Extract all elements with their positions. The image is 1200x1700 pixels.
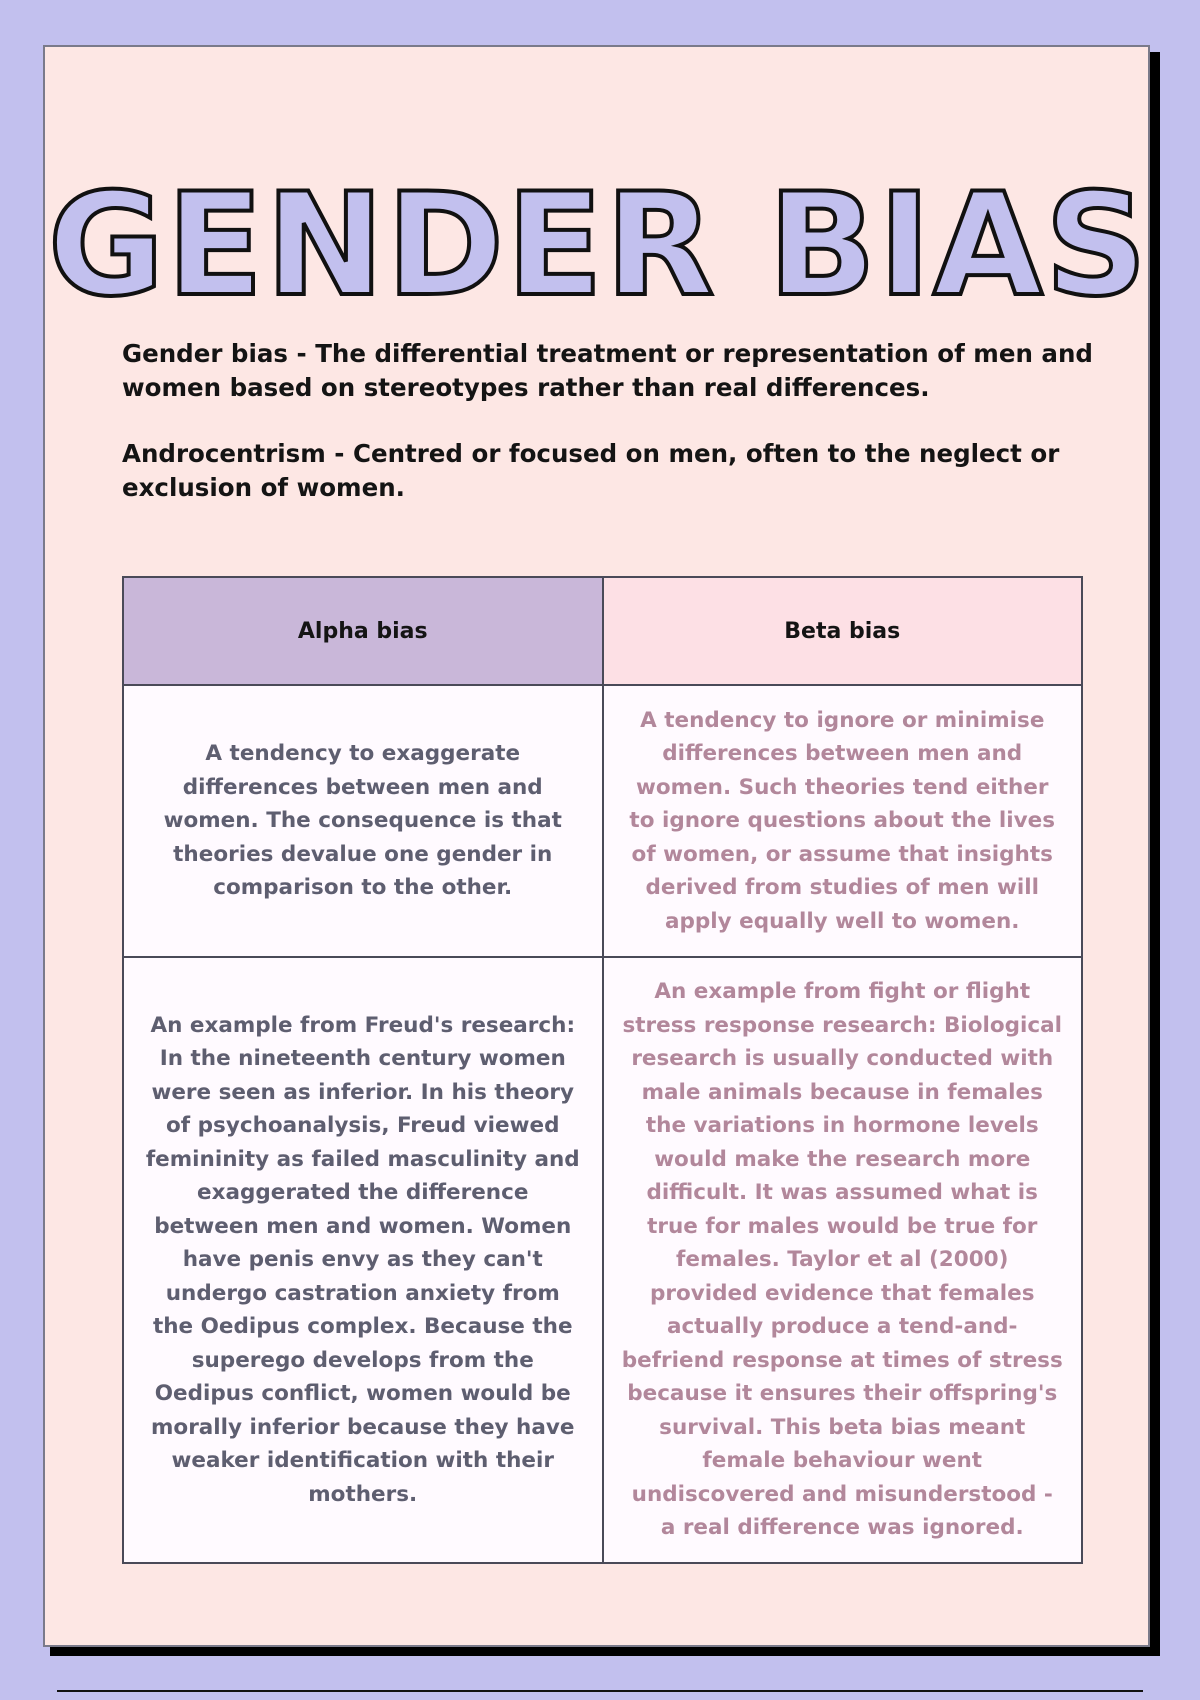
beta-bias-header: Beta bias [603, 577, 1083, 685]
definitions [122, 337, 1112, 537]
definition-androcentrism: Androcentrism - Centred or focused on men, often to the neglect or exclusion of women. [122, 439, 1060, 502]
beta-bias-example: An example from fight or flight stress response research: Biological research is usually conducted with male animals because in females the variations in hormone levels would make the research more difficult. It was assumed what is true for males would be true for females. Taylor et al (2000) provided evidence that females actually produce a tend-and-befriend response at times of stress because it ensures their offspring's survival. This beta bias meant female behaviour went undiscovered and misunderstood - a real difference was ignored. [603, 957, 1083, 1563]
bottom-divider [57, 1690, 1143, 1692]
beta-bias-definition: A tendency to ignore or minimise differences between men and women. Such theories tend either to ignore questions about the lives of women, or assume that insights derived from studies of men will apply equally well to women. [603, 685, 1083, 957]
alpha-bias-definition: A tendency to exaggerate differences between men and women. The consequence is that theories devalue one gender in comparison to the other. [123, 685, 603, 957]
bias-comparison-table [122, 576, 1083, 1564]
table-row [123, 957, 1082, 1563]
page-title: GENDER BIAS [47, 163, 1150, 328]
alpha-bias-header: Alpha bias [123, 577, 603, 685]
table-row [123, 685, 1082, 957]
table-header-row [123, 577, 1082, 685]
definition-gender-bias: Gender bias - The differential treatment or representation of men and women based on stereotypes rather than real differences. [122, 339, 1093, 402]
alpha-bias-example: An example from Freud's research: In the nineteenth century women were seen as inferior. In his theory of psychoanalysis, Freud viewed femininity as failed masculinity and exaggerated the difference between men and women. Women have penis envy as they can't undergo castration anxiety from the Oedipus complex. Because the superego develops from the Oedipus conflict, women would be morally inferior because they have weaker identification with their mothers. [123, 957, 603, 1563]
worksheet-card [43, 45, 1150, 1647]
